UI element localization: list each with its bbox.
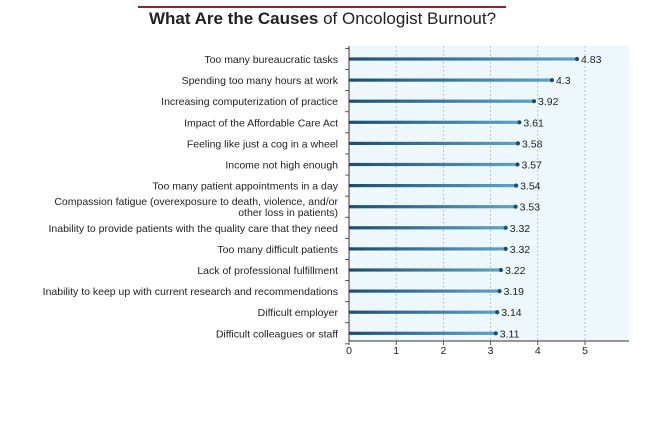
value-label-6: 3.54 [520,180,541,193]
category-label-13 [216,328,338,340]
category-label-0 [204,54,338,66]
bar-2 [349,100,534,103]
bar-10 [349,268,501,271]
title-part-3: of [318,9,342,28]
category-label-10 [197,265,338,277]
x-tick-label-5: 5 [582,345,588,357]
category-label-2 [161,96,338,108]
category-label-line: Inability to keep up with current research and recommendations [42,286,338,299]
category-label-line: Too many patient appointments in a day [152,180,338,193]
category-label-5 [225,160,338,172]
value-label-10: 3.22 [504,265,526,277]
bar-3 [349,121,519,124]
bar-7 [349,205,516,208]
category-label-line: Lack of professional fulfillment [197,265,338,277]
value-label-3: 3.61 [523,117,544,130]
bar-end-11 [497,289,501,293]
category-label-line: other loss in patients) [238,207,338,220]
bar-end-8 [504,226,508,230]
category-label-line: Income not high enough [225,159,338,172]
category-label-line: Impact of the Affordable Care Act [184,117,338,130]
bar-0 [349,57,577,60]
bar-end-1 [550,78,554,82]
category-label-8 [48,223,338,235]
bar-12 [349,311,497,314]
category-label-4 [187,138,338,150]
bar-9 [349,247,506,250]
bar-end-9 [504,247,508,251]
category-label-6 [152,181,338,193]
value-label-9: 3.32 [509,243,531,256]
bar-6 [349,184,516,187]
value-label-5: 3.57 [521,159,542,172]
bar-end-7 [514,205,518,209]
value-label-8: 3.32 [509,222,531,235]
x-tick-label-2: 2 [440,345,447,357]
category-label-line: Difficult colleagues or staff [215,328,338,341]
value-label-11: 3.19 [503,286,525,299]
category-label-11 [43,286,338,298]
bar-end-13 [494,331,498,335]
bar-end-10 [499,268,503,272]
category-label-line: Difficult employer [257,307,338,320]
value-label-4: 3.58 [521,138,543,151]
title-part-1: What Are the [148,9,258,28]
category-label-line: Compassion fatigue (overexposure to death, violence, and/or [54,196,338,209]
x-tick-label-1: 1 [393,345,400,357]
category-label-line: Spending too many hours at work [181,75,338,88]
bar-13 [349,332,496,335]
value-label-12: 3.14 [501,307,522,320]
bar-end-0 [575,57,579,61]
category-label-3 [184,117,338,129]
category-label-12 [258,307,339,319]
bar-end-4 [516,141,520,145]
x-tick-label-0: 0 [346,345,352,357]
category-label-line: Too many difficult patients [217,243,338,256]
bar-8 [349,226,506,229]
x-tick-label-4: 4 [534,345,541,357]
value-label-13: 3.11 [499,328,520,341]
value-label-2: 3.92 [538,96,559,109]
bar-11 [349,290,500,293]
bar-5 [349,163,518,166]
category-label-line: Too many bureaucratic tasks [204,54,338,66]
plot-background [349,46,629,341]
bar-end-2 [532,99,536,103]
bar-end-6 [514,184,518,188]
bar-end-12 [495,310,499,314]
category-label-line: Feeling like just a cog in a wheel [186,138,338,151]
bar-1 [349,79,552,82]
bar-end-5 [515,162,519,166]
category-label-1 [182,75,339,87]
bar-end-3 [517,120,521,124]
value-label-7: 3.53 [519,201,541,214]
x-tick-label-3: 3 [487,345,494,357]
category-label-line: Increasing computerization of practice [161,96,338,109]
title-part-4: Oncologist Burnout? [342,9,497,28]
title-part-2: Causes [257,9,319,28]
category-label-7 [54,196,338,219]
category-label-9 [217,244,338,256]
bar-4 [349,142,518,145]
value-label-0: 4.83 [580,54,602,66]
value-label-1: 4.3 [555,75,571,88]
category-label-line: Inability to provide patients with the quality care that they need [48,222,338,235]
